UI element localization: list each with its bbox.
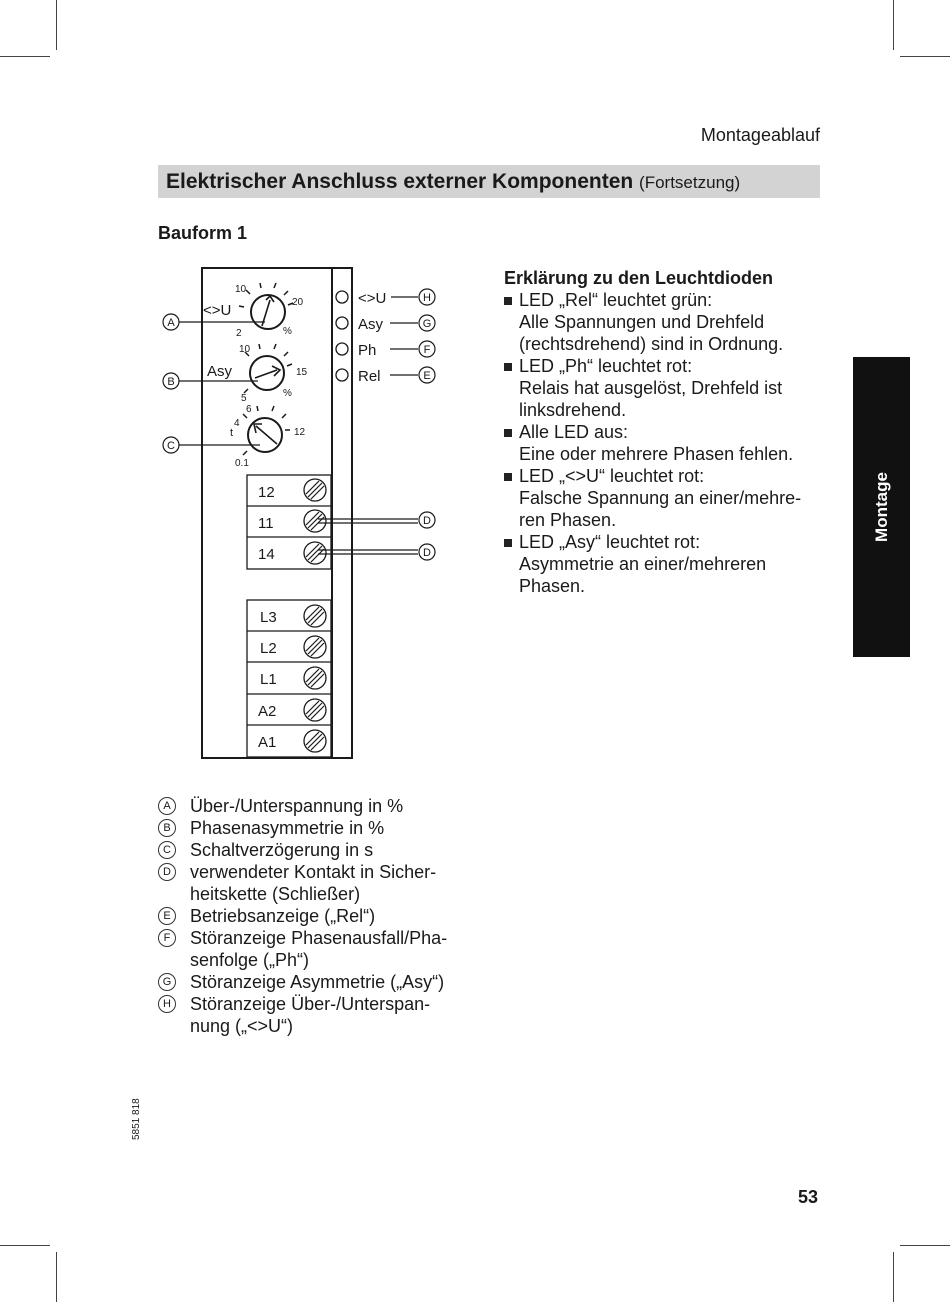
dial-c-label: t: [230, 427, 234, 439]
document-number: 5851 818: [131, 1098, 142, 1140]
explanation-head: Alle LED aus:: [519, 422, 629, 442]
bullet-icon: [504, 429, 512, 437]
legend-text: Schaltverzögerung in s: [190, 840, 374, 860]
explanation-item: [504, 355, 824, 421]
bullet-icon: [504, 363, 512, 371]
legend-item: [158, 905, 465, 927]
led-explanation: [504, 267, 824, 597]
legend-text: Störanzeige Asymmetrie („Asy“): [190, 972, 445, 992]
svg-text:D: D: [423, 547, 431, 559]
page-number: 53: [798, 1187, 819, 1207]
section-title-main: Elektrischer Anschluss externer Komponenten: [166, 170, 634, 193]
explanation-item: [504, 289, 824, 355]
bullet-icon: [504, 473, 512, 481]
svg-text:<>U: <>U: [358, 290, 387, 307]
dial-b-label: Asy: [207, 363, 233, 380]
chapter-tab: [853, 357, 910, 657]
dial-b-scale-low: 5: [241, 393, 247, 404]
terminal-l1: [260, 667, 326, 689]
explanation-item: [504, 465, 824, 531]
svg-text:12: 12: [258, 484, 275, 501]
legend-key: F: [158, 929, 176, 947]
legend-text: verwendeter Kontakt in Sicher-heitskette (Schließer): [190, 862, 437, 904]
legend-text: Störanzeige Über-/Unterspan-nung („<>U“): [190, 994, 431, 1036]
svg-text:L2: L2: [260, 640, 277, 657]
svg-text:Ph: Ph: [358, 342, 377, 359]
led-asymmetry: [336, 315, 435, 333]
dial-b-scale-high: 10: [239, 344, 251, 355]
svg-text:11: 11: [258, 515, 274, 532]
explanation-item: [504, 531, 824, 597]
explanation-head: LED „<>U“ leuchtet rot:: [519, 466, 705, 486]
explanation-head: LED „Ph“ leuchtet rot:: [519, 356, 693, 376]
crop-mark: [56, 1252, 57, 1302]
svg-text:Asy: Asy: [358, 316, 384, 333]
explanation-body: Asymmetrie an einer/mehreren Phasen.: [519, 554, 767, 596]
svg-text:A2: A2: [258, 703, 277, 720]
dial-delay: [230, 404, 306, 469]
key-a: [163, 314, 179, 330]
svg-text:F: F: [423, 344, 431, 356]
svg-text:L1: L1: [260, 671, 277, 688]
legend-key: C: [158, 841, 176, 859]
bullet-icon: [504, 539, 512, 547]
legend-item: [158, 927, 465, 971]
section-title-suffix: (Fortsetzung): [639, 173, 741, 192]
svg-text:C: C: [167, 440, 175, 452]
subtitle: Bauform 1: [158, 223, 248, 243]
led-phase: [336, 341, 435, 359]
explanation-head: LED „Rel“ leuchtet grün:: [519, 290, 713, 310]
dial-a-scale-high: 10: [235, 284, 247, 295]
dial-c-scale-left: 4: [234, 418, 240, 429]
legend-item: [158, 839, 465, 861]
explanation-item: [504, 421, 824, 465]
dial-overvoltage: [203, 283, 304, 339]
legend-item: [158, 817, 465, 839]
terminal-a2: [258, 699, 326, 721]
svg-text:A1: A1: [258, 734, 277, 751]
relay-housing: [202, 268, 352, 758]
terminal-l3: [260, 605, 326, 627]
legend-text: Störanzeige Phasenausfall/Pha-senfolge („Ph“): [190, 928, 448, 970]
explanation-body: Falsche Spannung an einer/mehre-ren Phasen.: [519, 488, 802, 530]
dial-a-label: <>U: [203, 302, 232, 319]
svg-text:D: D: [423, 515, 431, 527]
terminal-l2: [260, 636, 326, 658]
terminal-14: [258, 542, 326, 564]
svg-text:14: 14: [258, 546, 275, 563]
legend-key: A: [158, 797, 176, 815]
explanation-body: Alle Spannungen und Drehfeld (rechtsdrehend) sind in Ordnung.: [519, 312, 784, 354]
crop-mark: [893, 0, 894, 50]
legend-item: [158, 861, 465, 905]
legend-key: E: [158, 907, 176, 925]
crop-mark: [893, 1252, 894, 1302]
legend-key: G: [158, 973, 176, 991]
dial-c-scale-mid: 12: [294, 427, 306, 438]
legend-key: B: [158, 819, 176, 837]
legend-item: [158, 993, 465, 1037]
dial-c-scale-high: 6: [246, 404, 252, 415]
legend-key: D: [158, 863, 176, 881]
explanation-body: Eine oder mehrere Phasen fehlen.: [519, 444, 794, 464]
legend-text: Phasenasymmetrie in %: [190, 818, 385, 838]
dial-b-scale-mid: 15: [296, 367, 308, 378]
crop-mark: [0, 56, 50, 57]
key-d-lower: [419, 544, 435, 560]
dial-b-unit: %: [283, 388, 292, 399]
bullet-icon: [504, 297, 512, 305]
svg-text:B: B: [167, 376, 175, 388]
crop-mark: [56, 0, 57, 50]
explanation-title: Erklärung zu den Leuchtdioden: [504, 268, 774, 288]
legend-text: Betriebsanzeige („Rel“): [190, 906, 376, 926]
dial-c-scale-low: 0.1: [235, 458, 249, 469]
legend-list: [158, 795, 465, 1037]
svg-text:E: E: [423, 370, 431, 382]
running-header: Montageablauf: [700, 125, 820, 145]
dial-a-scale-low: 2: [236, 328, 242, 339]
svg-text:G: G: [422, 318, 432, 330]
svg-text:L3: L3: [260, 609, 277, 626]
dial-a-scale-mid: 20: [292, 297, 304, 308]
dial-asymmetry: [207, 344, 308, 404]
led-overvoltage: [336, 289, 435, 307]
svg-text:Rel: Rel: [358, 368, 381, 385]
svg-text:H: H: [423, 292, 431, 304]
section-title: [166, 170, 740, 194]
crop-mark: [900, 56, 950, 57]
legend-text: Über-/Unterspannung in %: [190, 796, 404, 816]
terminal-a1: [258, 730, 326, 752]
key-c: [163, 437, 179, 453]
crop-mark: [900, 1245, 950, 1246]
explanation-head: LED „Asy“ leuchtet rot:: [519, 532, 701, 552]
terminal-11: [258, 510, 326, 532]
key-b: [163, 373, 179, 389]
key-d-upper: [419, 512, 435, 528]
relay-wiring-diagram: [150, 260, 450, 765]
crop-mark: [0, 1245, 50, 1246]
legend-item: [158, 971, 465, 993]
legend-key: H: [158, 995, 176, 1013]
chapter-tab-label: Montage: [871, 472, 891, 542]
terminal-block-contacts: [247, 475, 331, 569]
terminal-12: [258, 479, 326, 501]
dial-a-unit: %: [283, 326, 292, 337]
led-relay: [336, 367, 435, 385]
svg-text:A: A: [167, 317, 175, 329]
legend-item: [158, 795, 465, 817]
explanation-body: Relais hat ausgelöst, Drehfeld ist linksdrehend.: [519, 378, 783, 420]
terminal-block-power: [247, 600, 331, 757]
section-title-bar: [158, 165, 820, 198]
